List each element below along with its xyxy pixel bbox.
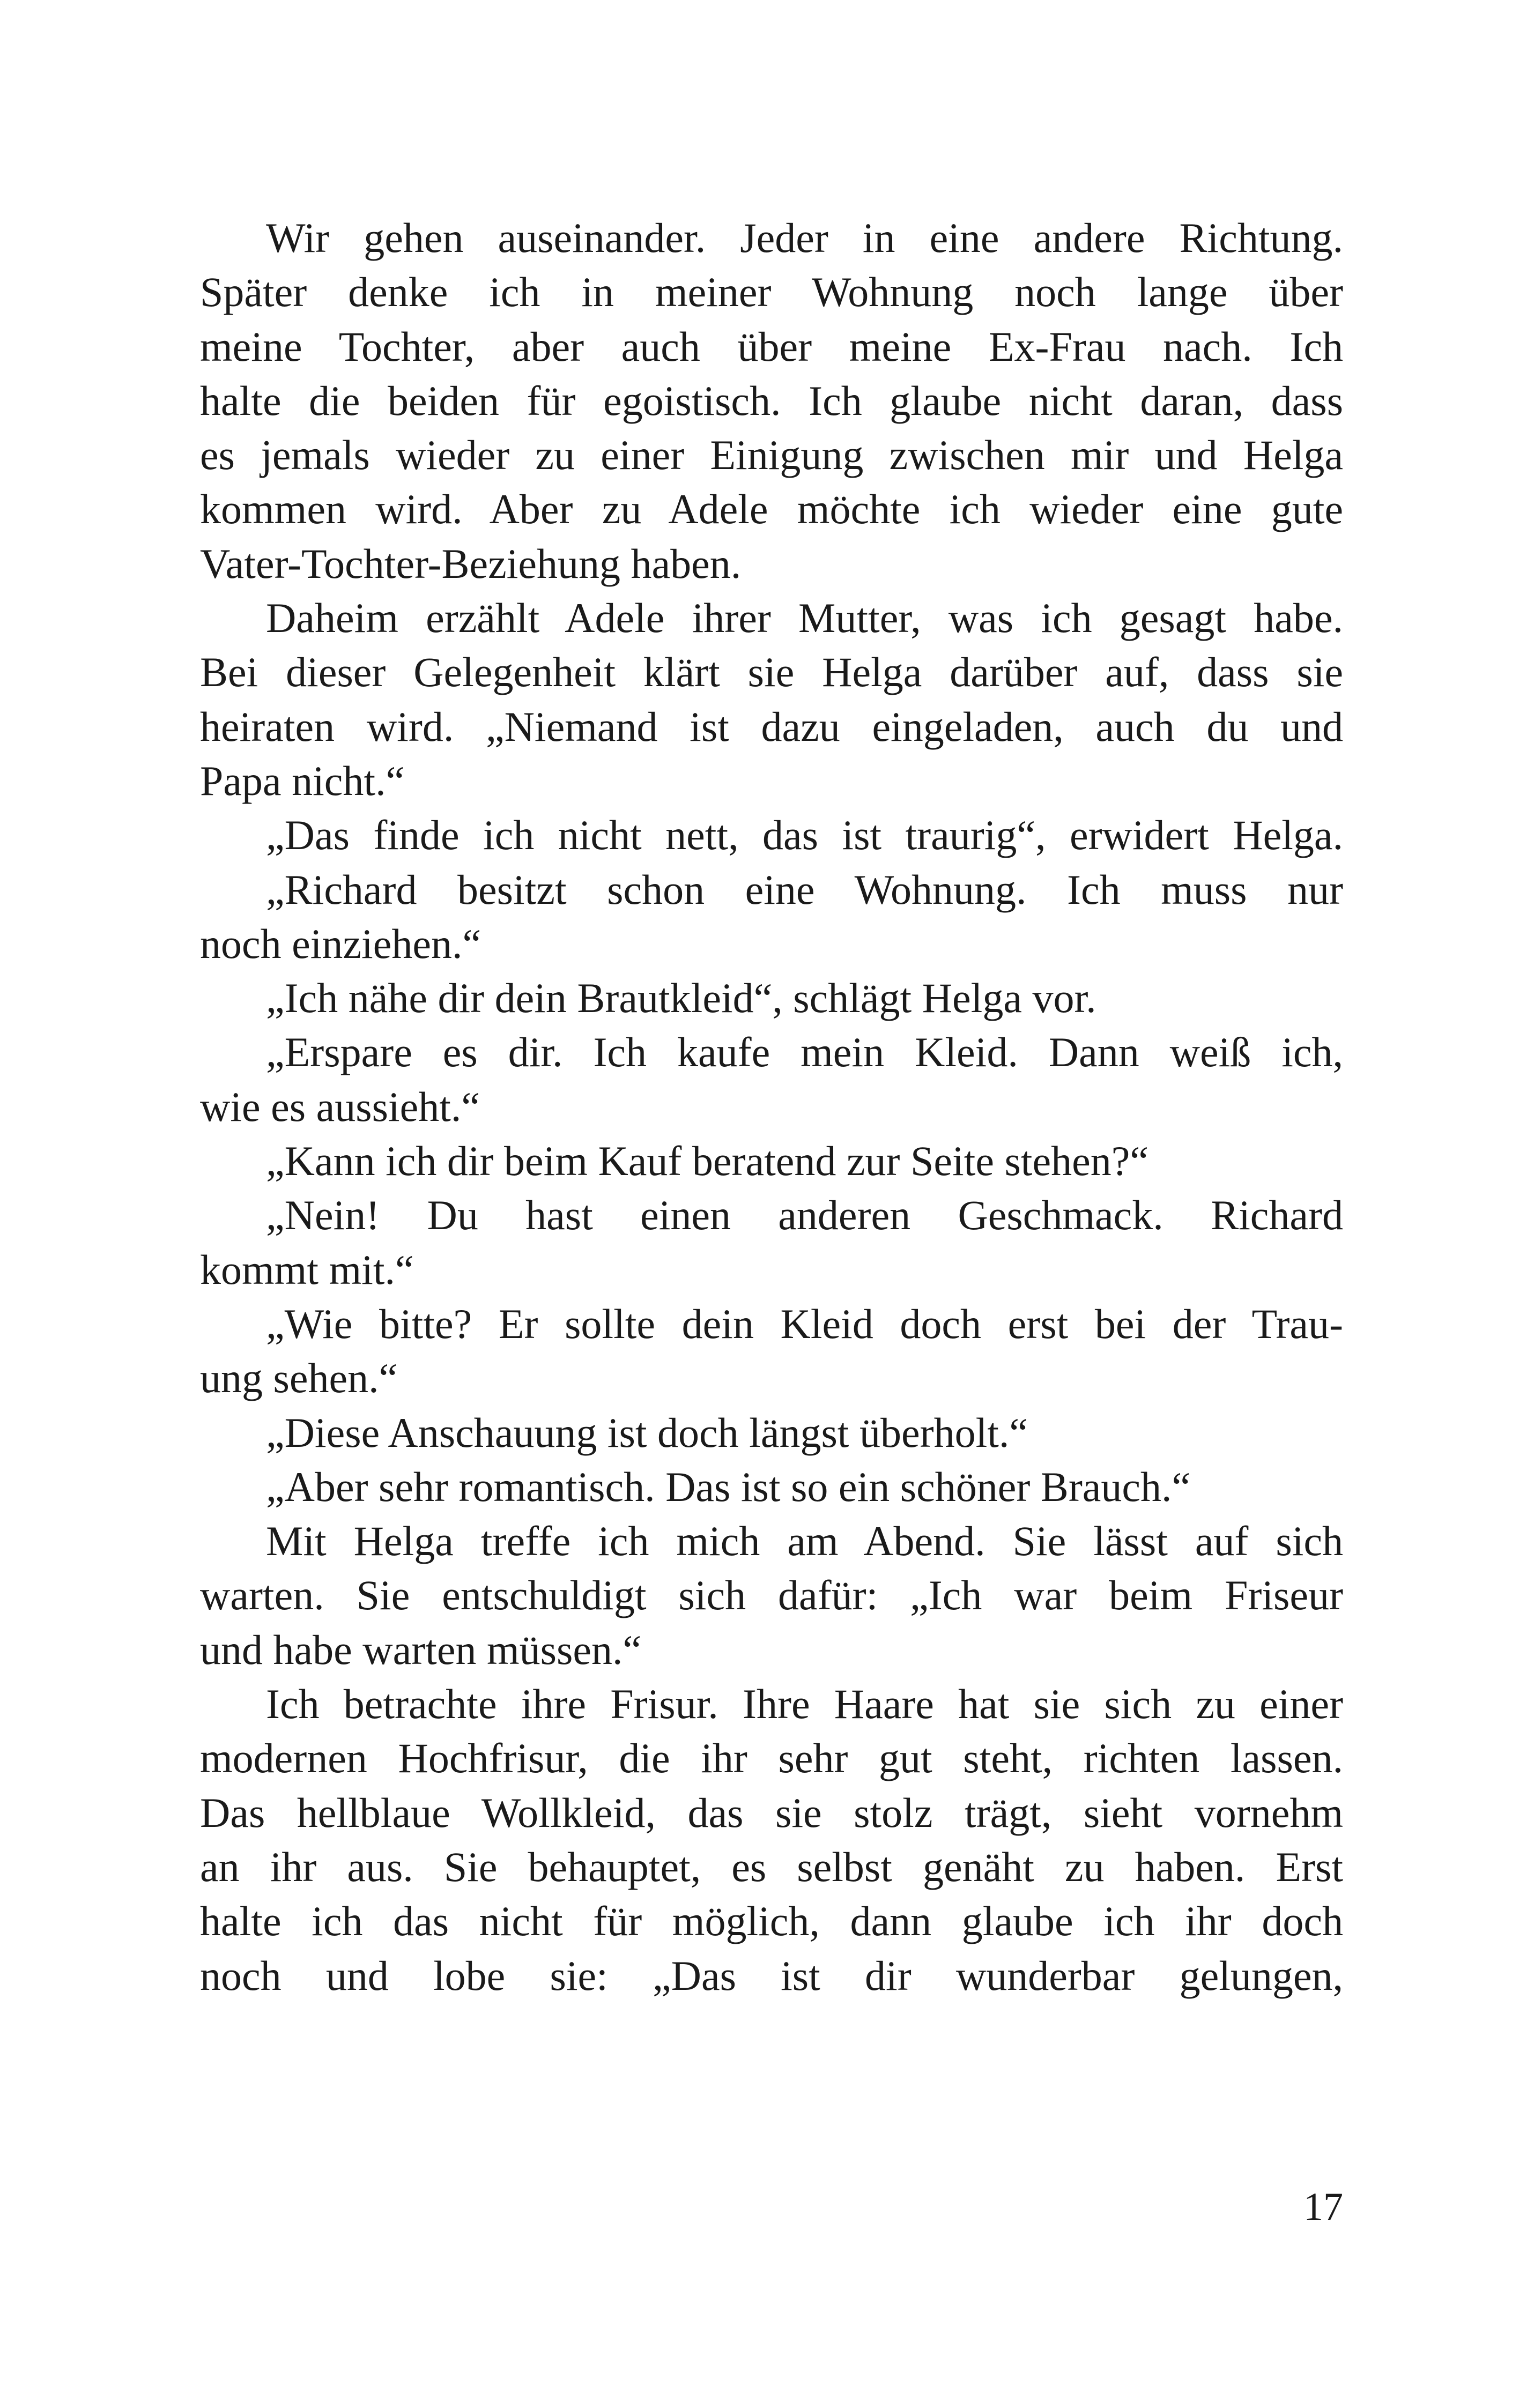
text-line <box>200 1949 1343 2003</box>
text-line <box>200 700 1343 754</box>
text-line-content: noch und lobe sie: „Das ist dir wunderbar gelungen, <box>200 1952 1343 1999</box>
text-line-content: Ich betrachte ihre Frisur. Ihre Haare hat sie sich zu einer <box>266 1681 1343 1728</box>
text-line <box>200 1351 1343 1405</box>
text-line-content: „Ich nähe dir dein Brautkleid“, schlägt Helga vor. <box>266 975 1096 1022</box>
text-line <box>200 1731 1343 1785</box>
text-line <box>200 863 1343 917</box>
text-line <box>200 1025 1343 1079</box>
text-line-content: „Wie bitte? Er sollte dein Kleid doch erst bei der Trau- <box>266 1300 1343 1347</box>
text-line-content: Vater-Tochter-Beziehung haben. <box>200 540 742 587</box>
text-line <box>200 1568 1343 1622</box>
text-line-content: halte ich das nicht für möglich, dann glaube ich ihr doch <box>200 1898 1343 1945</box>
text-line <box>200 428 1343 482</box>
text-line-content: Daheim erzählt Adele ihrer Mutter, was ich gesagt habe. <box>266 594 1343 642</box>
text-line-content: warten. Sie entschuldigt sich dafür: „Ich war beim Friseur <box>200 1572 1343 1619</box>
text-line-content: an ihr aus. Sie behauptet, es selbst genäht zu haben. Erst <box>200 1843 1343 1890</box>
text-line-content: Mit Helga treffe ich mich am Abend. Sie lässt auf sich <box>266 1518 1343 1565</box>
text-line-content: kommen wird. Aber zu Adele möchte ich wieder eine gute <box>200 486 1343 533</box>
text-line-content: „Richard besitzt schon eine Wohnung. Ich muss nur <box>266 866 1343 913</box>
text-line-content: „Aber sehr romantisch. Das ist so ein schöner Brauch.“ <box>266 1463 1191 1510</box>
text-line <box>200 1623 1343 1677</box>
text-line <box>200 591 1343 645</box>
text-line <box>200 374 1343 428</box>
text-line-content: halte die beiden für egoistisch. Ich glaube nicht daran, dass <box>200 377 1343 424</box>
text-line-content: „Diese Anschauung ist doch längst überholt.“ <box>266 1409 1028 1456</box>
page-number: 17 <box>1303 2185 1343 2229</box>
text-line-content: Bei dieser Gelegenheit klärt sie Helga darüber auf, dass sie <box>200 649 1343 696</box>
text-line <box>200 808 1343 862</box>
text-line <box>200 537 1343 591</box>
body-text <box>200 211 1343 2003</box>
text-line <box>200 1188 1343 1242</box>
text-line-content: „Das finde ich nicht nett, das ist traurig“, erwidert Helga. <box>266 812 1343 859</box>
text-line-content: kommt mit.“ <box>200 1246 414 1293</box>
text-line-content: es jemals wieder zu einer Einigung zwischen mir und Helga <box>200 432 1343 479</box>
text-line <box>200 645 1343 699</box>
text-line <box>200 211 1343 265</box>
text-line-content: „Nein! Du hast einen anderen Geschmack. Richard <box>266 1192 1343 1239</box>
text-line <box>200 1894 1343 1948</box>
text-line <box>200 319 1343 374</box>
text-line-content: ung sehen.“ <box>200 1355 398 1402</box>
text-line <box>200 1677 1343 1731</box>
text-line-content: Wir gehen auseinander. Jeder in eine andere Richtung. <box>266 214 1343 261</box>
text-line-content: „Erspare es dir. Ich kaufe mein Kleid. Dann weiß ich, <box>266 1029 1343 1076</box>
text-line <box>200 754 1343 808</box>
text-line <box>200 1786 1343 1840</box>
text-line <box>200 1840 1343 1894</box>
text-line-content: wie es aussieht.“ <box>200 1083 480 1130</box>
text-line <box>200 1243 1343 1297</box>
text-line-content: Papa nicht.“ <box>200 757 405 804</box>
text-line <box>200 1406 1343 1460</box>
text-line-content: und habe warten müssen.“ <box>200 1626 642 1673</box>
text-line-content: „Kann ich dir beim Kauf beratend zur Seite stehen?“ <box>266 1138 1148 1185</box>
text-line <box>200 1080 1343 1134</box>
text-line <box>200 265 1343 319</box>
text-line <box>200 1297 1343 1351</box>
text-line-content: Das hellblaue Wollkleid, das sie stolz trägt, sieht vornehm <box>200 1789 1343 1836</box>
text-line-content: Später denke ich in meiner Wohnung noch lange über <box>200 269 1343 316</box>
text-line-content: meine Tochter, aber auch über meine Ex-Frau nach. Ich <box>200 323 1343 370</box>
text-line <box>200 1134 1343 1188</box>
text-line <box>200 482 1343 536</box>
text-line-content: heiraten wird. „Niemand ist dazu eingeladen, auch du und <box>200 703 1343 750</box>
text-line <box>200 1460 1343 1514</box>
text-line-content: noch einziehen.“ <box>200 920 481 967</box>
text-line <box>200 1514 1343 1568</box>
text-line <box>200 971 1343 1025</box>
text-line <box>200 917 1343 971</box>
text-line-content: modernen Hochfrisur, die ihr sehr gut steht, richten lassen. <box>200 1735 1343 1782</box>
